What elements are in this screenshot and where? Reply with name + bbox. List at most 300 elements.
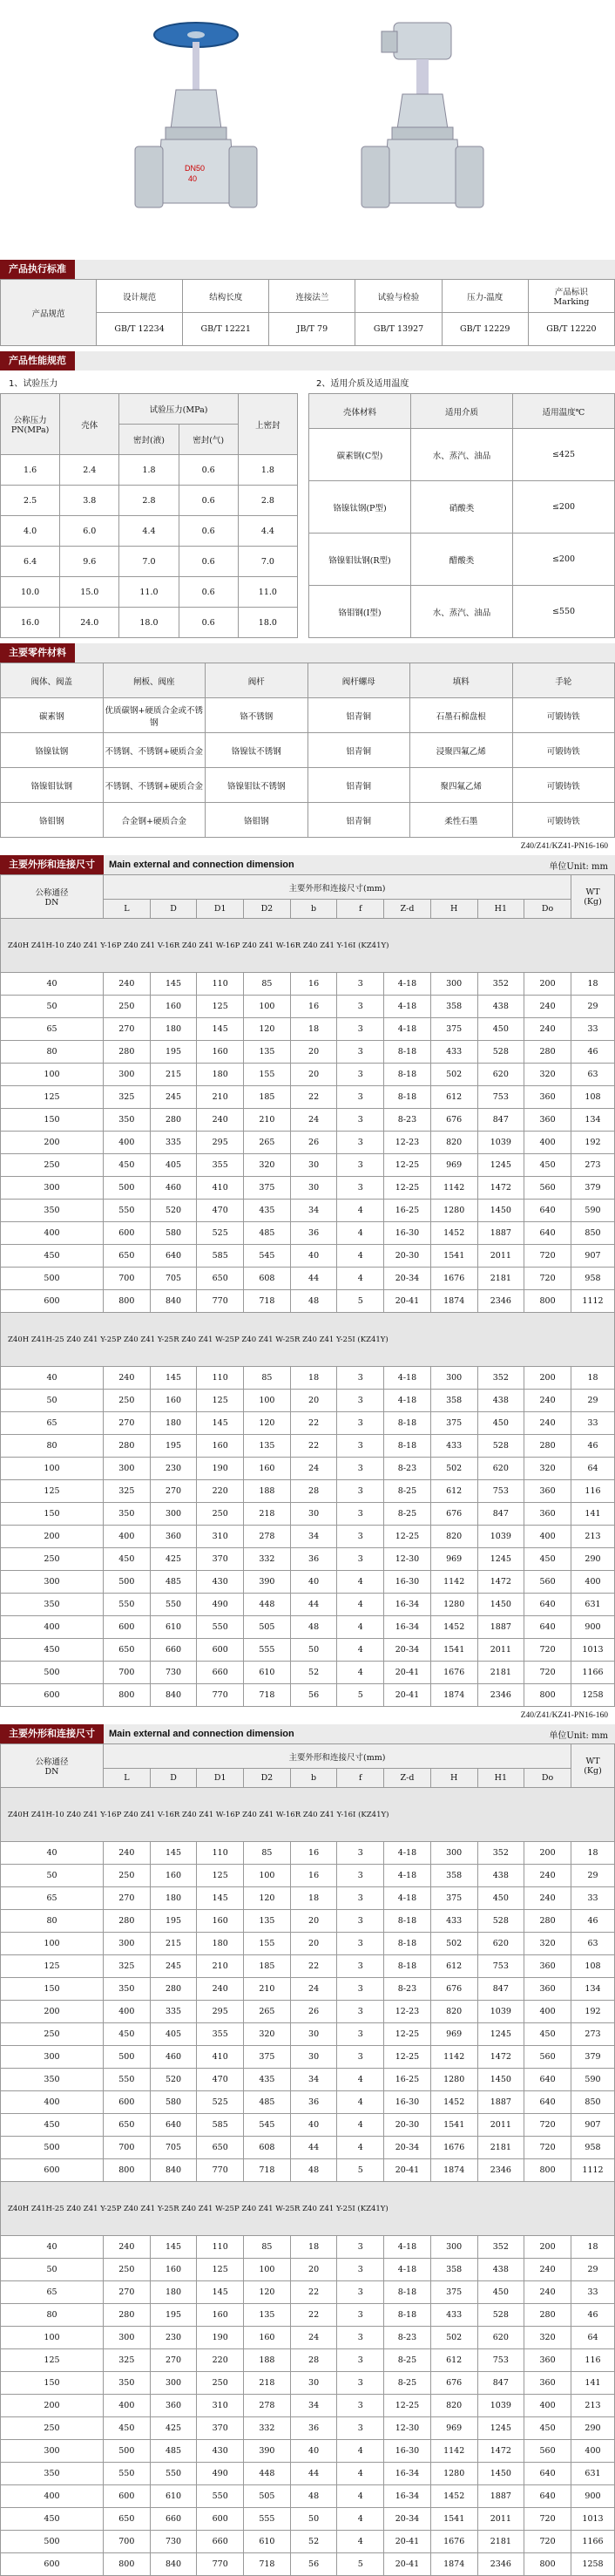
table-cell: 360 [150, 1526, 197, 1548]
table-cell: 500 [104, 1571, 151, 1594]
table-cell: 可锻铸铁 [512, 698, 615, 733]
table-cell: 1676 [430, 1268, 477, 1290]
table-cell: 3 [337, 2023, 384, 2046]
series-row [1, 1788, 615, 1842]
table-cell: 8-25 [384, 1480, 431, 1503]
table-cell: 350 [1, 2069, 104, 2091]
series-label: Z40H Z41H-25 Z40 Z41 Y-25P Z40 Z41 Y-25R Z40 Z41 W-25P Z40 Z41 W-25R Z40 Z41 Y-25I (KZ41Y) [1, 2182, 615, 2236]
table-cell: 160 [197, 1910, 244, 1933]
section-title: 主要零件材料 [0, 643, 75, 663]
table-cell: 240 [524, 2281, 571, 2304]
table-cell: 64 [571, 1458, 615, 1480]
dn-sub: DN [44, 898, 59, 907]
materials-table [0, 663, 615, 838]
table-cell: 820 [430, 2001, 477, 2023]
table-cell: 400 [1, 1616, 104, 1639]
table-cell: 铝青铜 [308, 698, 410, 733]
header-sub: Marking [553, 297, 590, 307]
table-cell: 160 [197, 1435, 244, 1458]
table-cell: 610 [150, 2485, 197, 2508]
table-cell: 1450 [477, 1200, 524, 1222]
table-cell: 240 [104, 1842, 151, 1865]
table-cell: 2181 [477, 2137, 524, 2159]
table-cell: 33 [571, 1018, 615, 1041]
table-row [1, 2023, 615, 2046]
dn-label: 公称通径 [35, 888, 69, 898]
table-cell: 580 [150, 1222, 197, 1245]
table-cell: 4 [337, 1639, 384, 1662]
table-cell: 24 [290, 2327, 337, 2349]
table-cell: 8-18 [384, 2281, 431, 2304]
table-cell: 215 [150, 1064, 197, 1086]
table-cell: 640 [524, 1200, 571, 1222]
table-cell: 325 [104, 1955, 151, 1978]
table-row [1, 2236, 615, 2259]
table-cell: 438 [477, 1390, 524, 1412]
table-cell: 430 [197, 2440, 244, 2463]
table-cell: 65 [1, 1018, 104, 1041]
table-row [1, 1132, 615, 1154]
table-cell: 190 [197, 1458, 244, 1480]
table-cell: 4 [337, 1571, 384, 1594]
table-cell: 3 [337, 1480, 384, 1503]
table-cell: 22 [290, 1955, 337, 1978]
table-cell: 350 [1, 2463, 104, 2485]
table-cell: 18 [571, 973, 615, 996]
table-cell: 铬镍钼钛钢 [1, 768, 104, 803]
materials-section-header [0, 643, 615, 663]
table-cell: 612 [430, 1480, 477, 1503]
table-row [1, 1086, 615, 1109]
table-row [1, 1458, 615, 1480]
table-cell: 44 [290, 1594, 337, 1616]
table-cell: 180 [150, 1018, 197, 1041]
header-cell: 阀体、阀盖 [1, 663, 104, 698]
header-cell: 试验压力(MPa) [119, 394, 238, 425]
table-cell: 100 [244, 1865, 291, 1887]
table-cell: 250 [104, 1865, 151, 1887]
table-cell: 502 [430, 1933, 477, 1955]
table-cell: 12-25 [384, 2046, 431, 2069]
table-cell: 730 [150, 2531, 197, 2553]
table-cell: 448 [244, 1594, 291, 1616]
table-cell: 720 [524, 2508, 571, 2531]
table-cell: 325 [104, 1480, 151, 1503]
table-cell: 160 [197, 2304, 244, 2327]
table-cell: 180 [197, 1933, 244, 1955]
table-cell: 可锻铸铁 [512, 768, 615, 803]
table-cell: 1676 [430, 2137, 477, 2159]
section-title-en: Main external and connection dimension [109, 1729, 294, 1739]
table-cell: 40 [290, 1571, 337, 1594]
table-cell: 240 [524, 996, 571, 1018]
table-cell: 907 [571, 2114, 615, 2137]
table-cell: 2011 [477, 2114, 524, 2137]
table-cell: 500 [1, 2531, 104, 2553]
table-cell: 40 [1, 973, 104, 996]
table-cell: 718 [244, 2159, 291, 2182]
table-cell: 3 [337, 2046, 384, 2069]
table-cell: 352 [477, 973, 524, 996]
table-cell: 250 [1, 2417, 104, 2440]
table-cell: 425 [150, 1548, 197, 1571]
table-row [1, 2440, 615, 2463]
table-cell: 355 [197, 1154, 244, 1177]
header-cell: 适用介质 [411, 394, 513, 429]
table-row [1, 1887, 615, 1910]
table-cell: 100 [244, 1390, 291, 1412]
table-cell: 969 [430, 1154, 477, 1177]
table-cell: 500 [104, 1177, 151, 1200]
table-cell: 210 [197, 1086, 244, 1109]
table-row [1, 2281, 615, 2304]
table-row [1, 2508, 615, 2531]
header-cell: 结构长度 [183, 280, 269, 313]
table-cell: 290 [571, 1548, 615, 1571]
table-row [1, 2137, 615, 2159]
table-cell: 640 [524, 1222, 571, 1245]
table-cell: 30 [290, 2372, 337, 2395]
table-cell: 63 [571, 1933, 615, 1955]
table-cell: 240 [524, 1412, 571, 1435]
table-cell: 石墨石棉盘根 [410, 698, 513, 733]
dimension-section-header [0, 855, 615, 874]
table-cell: 245 [150, 1086, 197, 1109]
table-cell: 1280 [430, 2069, 477, 2091]
table-cell: 800 [104, 2159, 151, 2182]
table-cell: 180 [150, 1887, 197, 1910]
table-cell: 450 [104, 1154, 151, 1177]
table-cell: 660 [197, 1662, 244, 1684]
table-cell: 240 [104, 973, 151, 996]
table-cell: 753 [477, 1955, 524, 1978]
table-cell: 300 [104, 1458, 151, 1480]
table-cell: 620 [477, 2327, 524, 2349]
table-cell: 64 [571, 2327, 615, 2349]
table-cell: 1039 [477, 1132, 524, 1154]
table-cell: 可锻铸铁 [512, 803, 615, 838]
table-cell: 8-18 [384, 1086, 431, 1109]
table-cell: 50 [1, 1865, 104, 1887]
table-cell: 4 [337, 1222, 384, 1245]
table-cell: 631 [571, 1594, 615, 1616]
table-cell: 200 [524, 973, 571, 996]
table-row [1, 2001, 615, 2023]
table-cell: 375 [430, 1412, 477, 1435]
table-cell: 528 [477, 2304, 524, 2327]
column-header: H1 [477, 1769, 524, 1788]
table-cell: 213 [571, 1526, 615, 1548]
table-cell: 676 [430, 1503, 477, 1526]
table-cell: 1887 [477, 2091, 524, 2114]
table-cell: 375 [430, 1018, 477, 1041]
table-cell: 332 [244, 1548, 291, 1571]
table-cell: 820 [430, 1132, 477, 1154]
table-cell: 705 [150, 2137, 197, 2159]
table-cell: 20 [290, 1910, 337, 1933]
table-cell: 218 [244, 1503, 291, 1526]
column-header: f [337, 900, 384, 919]
table-cell: 640 [524, 1594, 571, 1616]
table-row [1, 1222, 615, 1245]
table-cell: 200 [1, 2395, 104, 2417]
table-cell: 280 [104, 1910, 151, 1933]
table-cell: 240 [524, 1018, 571, 1041]
table-cell: 600 [104, 1616, 151, 1639]
table-cell: 425 [150, 2417, 197, 2440]
table-cell: 8-23 [384, 1458, 431, 1480]
table-cell: 11.0 [238, 577, 297, 608]
table-cell: 485 [150, 2440, 197, 2463]
table-cell: 20-41 [384, 2159, 431, 2182]
table-cell: 590 [571, 2069, 615, 2091]
table-cell: 22 [290, 2281, 337, 2304]
table-cell: 720 [524, 1639, 571, 1662]
table-cell: 358 [430, 1390, 477, 1412]
table-cell: 20-34 [384, 2137, 431, 2159]
table-cell: 8-25 [384, 1503, 431, 1526]
table-cell: 958 [571, 2137, 615, 2159]
table-cell: 840 [150, 1290, 197, 1313]
table-cell: 1452 [430, 1222, 477, 1245]
table-cell: 200 [1, 1132, 104, 1154]
table-cell: 1039 [477, 2395, 524, 2417]
table-cell: 600 [197, 1639, 244, 1662]
table-cell: 12-25 [384, 1526, 431, 1548]
table-cell: 290 [571, 2417, 615, 2440]
table-cell: 110 [197, 1367, 244, 1390]
table-cell: 1245 [477, 1548, 524, 1571]
right-subtitle: 2、适用介质及适用温度 [316, 378, 409, 389]
table-cell: 48 [290, 1616, 337, 1639]
table-cell: 350 [104, 2372, 151, 2395]
header-cell: 试验与检验 [355, 280, 442, 313]
table-cell: 840 [150, 2553, 197, 2576]
table-cell: 280 [104, 1041, 151, 1064]
table-cell: 52 [290, 2531, 337, 2553]
table-cell: 浸聚四氟乙烯 [410, 733, 513, 768]
table-cell: 230 [150, 2327, 197, 2349]
column-header: D [150, 1769, 197, 1788]
dimension-blocks [0, 838, 615, 2576]
table-cell: 16 [290, 973, 337, 996]
table-row [1, 1616, 615, 1639]
dn-label: 公称通径 [35, 1757, 69, 1767]
table-cell: 优质碳钢+硬质合金或不锈钢 [103, 698, 206, 733]
table-cell: 1874 [430, 1684, 477, 1707]
table-cell: ≤200 [513, 534, 615, 586]
table-cell: 108 [571, 1086, 615, 1109]
table-cell: 30 [290, 2046, 337, 2069]
svg-text:DN50: DN50 [185, 164, 206, 173]
table-cell: 360 [524, 1978, 571, 2001]
table-cell: 400 [1, 2091, 104, 2114]
table-cell: 753 [477, 1480, 524, 1503]
table-cell: 400 [104, 1526, 151, 1548]
table-cell: 610 [150, 1616, 197, 1639]
table-cell: 1142 [430, 1571, 477, 1594]
table-cell: 碳素钢(C型) [309, 429, 411, 481]
table-row [1, 1842, 615, 1865]
table-cell: 46 [571, 2304, 615, 2327]
performance-section-header [0, 351, 615, 370]
table-cell: 770 [197, 1290, 244, 1313]
table-cell: 820 [430, 1526, 477, 1548]
table-cell: 48 [290, 1290, 337, 1313]
table-cell: 280 [524, 1910, 571, 1933]
main-dimension-header: 主要外形和连接尺寸(mm) [104, 1744, 571, 1769]
table-cell: 4 [337, 1594, 384, 1616]
table-cell: 24 [290, 1458, 337, 1480]
table-cell: 铝青铜 [308, 768, 410, 803]
table-cell: 3 [337, 1018, 384, 1041]
unit-label: 单位Unit: mm [549, 861, 608, 872]
table-cell: 1472 [477, 1177, 524, 1200]
table-cell: 600 [1, 1684, 104, 1707]
table-cell: 360 [524, 1503, 571, 1526]
table-cell: 528 [477, 1435, 524, 1458]
table-cell: 650 [104, 2508, 151, 2531]
table-cell: 150 [1, 1109, 104, 1132]
table-cell: 505 [244, 2485, 291, 2508]
table-cell: 502 [430, 2327, 477, 2349]
table-cell: 20 [290, 1041, 337, 1064]
table-row [1, 547, 298, 577]
table-cell: 430 [197, 1571, 244, 1594]
table-row [1, 698, 615, 733]
dn-header [1, 875, 104, 919]
table-cell: 134 [571, 1978, 615, 2001]
table-cell: 300 [430, 2236, 477, 2259]
table-cell: 145 [197, 1887, 244, 1910]
table-row [1, 2485, 615, 2508]
table-cell: 4 [337, 2137, 384, 2159]
table-cell: 20-41 [384, 2531, 431, 2553]
manual-gate-valve-image [131, 16, 261, 234]
table-cell: 3 [337, 973, 384, 996]
table-cell: 188 [244, 1480, 291, 1503]
header-cell: 闸板、阀座 [103, 663, 206, 698]
table-cell: 145 [150, 973, 197, 996]
table-cell: 2181 [477, 1662, 524, 1684]
table-cell: 4 [337, 2114, 384, 2137]
table-cell: 125 [1, 1480, 104, 1503]
table-cell: 3 [337, 2236, 384, 2259]
table-cell: 1676 [430, 1662, 477, 1684]
table-cell: 50 [1, 996, 104, 1018]
table-cell: 100 [1, 1064, 104, 1086]
table-cell: 410 [197, 1177, 244, 1200]
table-cell: 438 [477, 996, 524, 1018]
table-cell: 270 [104, 1887, 151, 1910]
table-cell: 可锻铸铁 [512, 733, 615, 768]
table-cell: 3 [337, 1367, 384, 1390]
table-cell: 铬钼钢 [206, 803, 308, 838]
table-cell: 18 [571, 1842, 615, 1865]
table-cell: 335 [150, 2001, 197, 2023]
table-cell: 560 [524, 1571, 571, 1594]
table-cell: 50 [290, 2508, 337, 2531]
table-row [1, 1503, 615, 1526]
table-row [1, 1480, 615, 1503]
series-label: Z40H Z41H-25 Z40 Z41 Y-25P Z40 Z41 Y-25R Z40 Z41 W-25P Z40 Z41 W-25R Z40 Z41 Y-25I (KZ41Y) [1, 1313, 615, 1367]
table-cell: 350 [104, 1109, 151, 1132]
table-cell: 30 [290, 2023, 337, 2046]
table-cell: 770 [197, 1684, 244, 1707]
table-cell: 1450 [477, 2463, 524, 2485]
table-cell: 44 [290, 1268, 337, 1290]
table-cell: 300 [104, 1933, 151, 1955]
table-cell: 450 [524, 1154, 571, 1177]
table-row [1, 1268, 615, 1290]
table-cell: 320 [244, 2023, 291, 2046]
table-cell: 22 [290, 1086, 337, 1109]
table-cell: 40 [1, 2236, 104, 2259]
table-cell: 1874 [430, 2159, 477, 2182]
table-cell: 500 [104, 2046, 151, 2069]
table-row [1, 577, 298, 608]
header-cell [528, 280, 614, 313]
table-cell: 270 [104, 1412, 151, 1435]
table-cell: 800 [524, 1684, 571, 1707]
table-cell: 210 [244, 1978, 291, 2001]
table-row [1, 1955, 615, 1978]
table-cell: 300 [150, 1503, 197, 1526]
medium-temperature-table [308, 393, 615, 638]
table-cell: 85 [244, 973, 291, 996]
table-cell: 700 [104, 2531, 151, 2553]
table-row [1, 455, 298, 486]
column-header: b [290, 900, 337, 919]
table-cell: 3.8 [60, 486, 119, 516]
table-cell: 铬不锈钢 [206, 698, 308, 733]
table-cell: 125 [197, 1390, 244, 1412]
table-cell: 265 [244, 1132, 291, 1154]
table-cell: 450 [524, 2417, 571, 2440]
table-row [309, 534, 615, 586]
table-cell: 360 [524, 1955, 571, 1978]
table-cell: 4-18 [384, 1390, 431, 1412]
table-cell: 8-23 [384, 1978, 431, 2001]
table-cell: 碳素钢 [1, 698, 104, 733]
table-cell: 合金钢+硬质合金 [103, 803, 206, 838]
table-cell: 325 [104, 2349, 151, 2372]
table-cell: 847 [477, 1109, 524, 1132]
table-cell: 34 [290, 2069, 337, 2091]
table-cell: 718 [244, 1290, 291, 1313]
table-cell: 145 [197, 2281, 244, 2304]
table-row [1, 1367, 615, 1390]
materials-header-row [1, 663, 615, 698]
table-cell: 30 [290, 1503, 337, 1526]
table-cell: 390 [244, 1571, 291, 1594]
table-cell: 36 [290, 2417, 337, 2440]
table-cell: 1280 [430, 2463, 477, 2485]
table-cell: 4-18 [384, 973, 431, 996]
table-cell: 610 [244, 1662, 291, 1684]
table-cell: 1887 [477, 2485, 524, 2508]
table-row [1, 1684, 615, 1707]
table-cell: 8-25 [384, 2349, 431, 2372]
table-cell: 250 [104, 2259, 151, 2281]
table-cell: 240 [197, 1109, 244, 1132]
table-cell: 280 [104, 2304, 151, 2327]
table-cell: 3 [337, 1548, 384, 1571]
table-cell: 525 [197, 1222, 244, 1245]
table-row [1, 2259, 615, 2281]
table-cell: 4-18 [384, 1887, 431, 1910]
header-cell: 阀杆螺母 [308, 663, 410, 698]
